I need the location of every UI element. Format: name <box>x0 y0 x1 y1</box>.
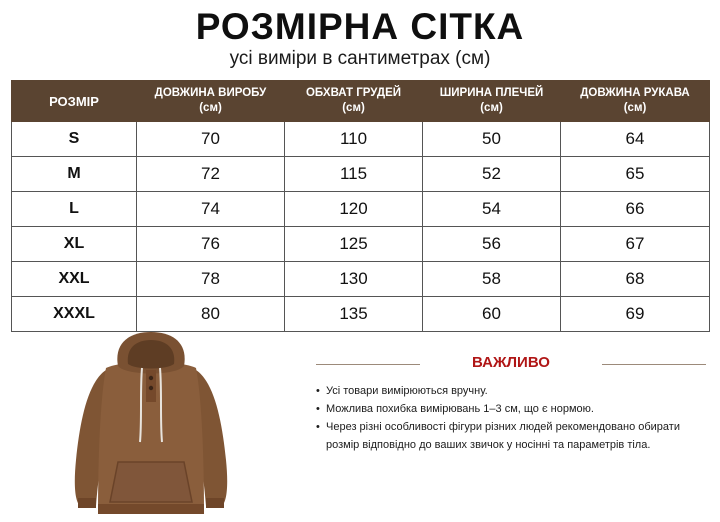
size-table <box>11 80 710 332</box>
column-header-shoulders: ШИРИНА ПЛЕЧЕЙ (см) <box>423 81 561 122</box>
table-cell-size: XXL <box>12 262 137 297</box>
table-cell: 50 <box>423 122 561 157</box>
table-cell: 66 <box>561 192 710 227</box>
table-cell: 58 <box>423 262 561 297</box>
table-cell: 74 <box>137 192 285 227</box>
table-cell: 69 <box>561 297 710 332</box>
table-cell: 120 <box>285 192 423 227</box>
table-cell: 135 <box>285 297 423 332</box>
column-header-length: ДОВЖИНА ВИРОБУ (см) <box>137 81 285 122</box>
column-header-size: РОЗМІР <box>12 81 137 122</box>
column-header-sleeve: ДОВЖИНА РУКАВА (см) <box>561 81 710 122</box>
list-item: • Можлива похибка вимірювань 1–3 см, що є нормою. <box>316 400 706 418</box>
column-header-chest: ОБХВАТ ГРУДЕЙ (см) <box>285 81 423 122</box>
table-cell: 67 <box>561 227 710 262</box>
divider-line <box>602 364 706 365</box>
important-notice <box>316 354 706 454</box>
notice-list <box>316 382 706 454</box>
table-row <box>12 262 710 297</box>
table-cell: 130 <box>285 262 423 297</box>
table-cell: 115 <box>285 157 423 192</box>
table-cell-size: M <box>12 157 137 192</box>
table-row <box>12 157 710 192</box>
list-item: • Через різні особливості фігури різних людей рекомендовано обирати розмір відповідно до ваших звичок у носінні та параметрів тіла. <box>316 418 706 454</box>
table-cell: 125 <box>285 227 423 262</box>
table-header-row <box>12 81 710 122</box>
table-cell: 56 <box>423 227 561 262</box>
table-cell: 64 <box>561 122 710 157</box>
table-row <box>12 227 710 262</box>
page-title: РОЗМІРНА СІТКА <box>195 6 525 47</box>
table-cell: 60 <box>423 297 561 332</box>
table-cell: 76 <box>137 227 285 262</box>
table-cell: 68 <box>561 262 710 297</box>
table-row <box>12 192 710 227</box>
table-cell-size: S <box>12 122 137 157</box>
table-row <box>12 297 710 332</box>
hoodie-image <box>66 330 236 517</box>
list-item: • Усі товари вимірюються вручну. <box>316 382 706 400</box>
table-cell: 72 <box>137 157 285 192</box>
table-cell-size: L <box>12 192 137 227</box>
table-cell: 80 <box>137 297 285 332</box>
table-cell: 54 <box>423 192 561 227</box>
table-cell: 65 <box>561 157 710 192</box>
table-cell-size: XXXL <box>12 297 137 332</box>
table-cell: 70 <box>137 122 285 157</box>
table-row <box>12 122 710 157</box>
page-subtitle: усі виміри в сантиметрах (см) <box>229 48 491 69</box>
table-cell-size: XL <box>12 227 137 262</box>
table-cell: 52 <box>423 157 561 192</box>
table-cell: 78 <box>137 262 285 297</box>
notice-header <box>316 354 706 374</box>
table-cell: 110 <box>285 122 423 157</box>
notice-title: ВАЖЛИВО <box>472 354 550 371</box>
